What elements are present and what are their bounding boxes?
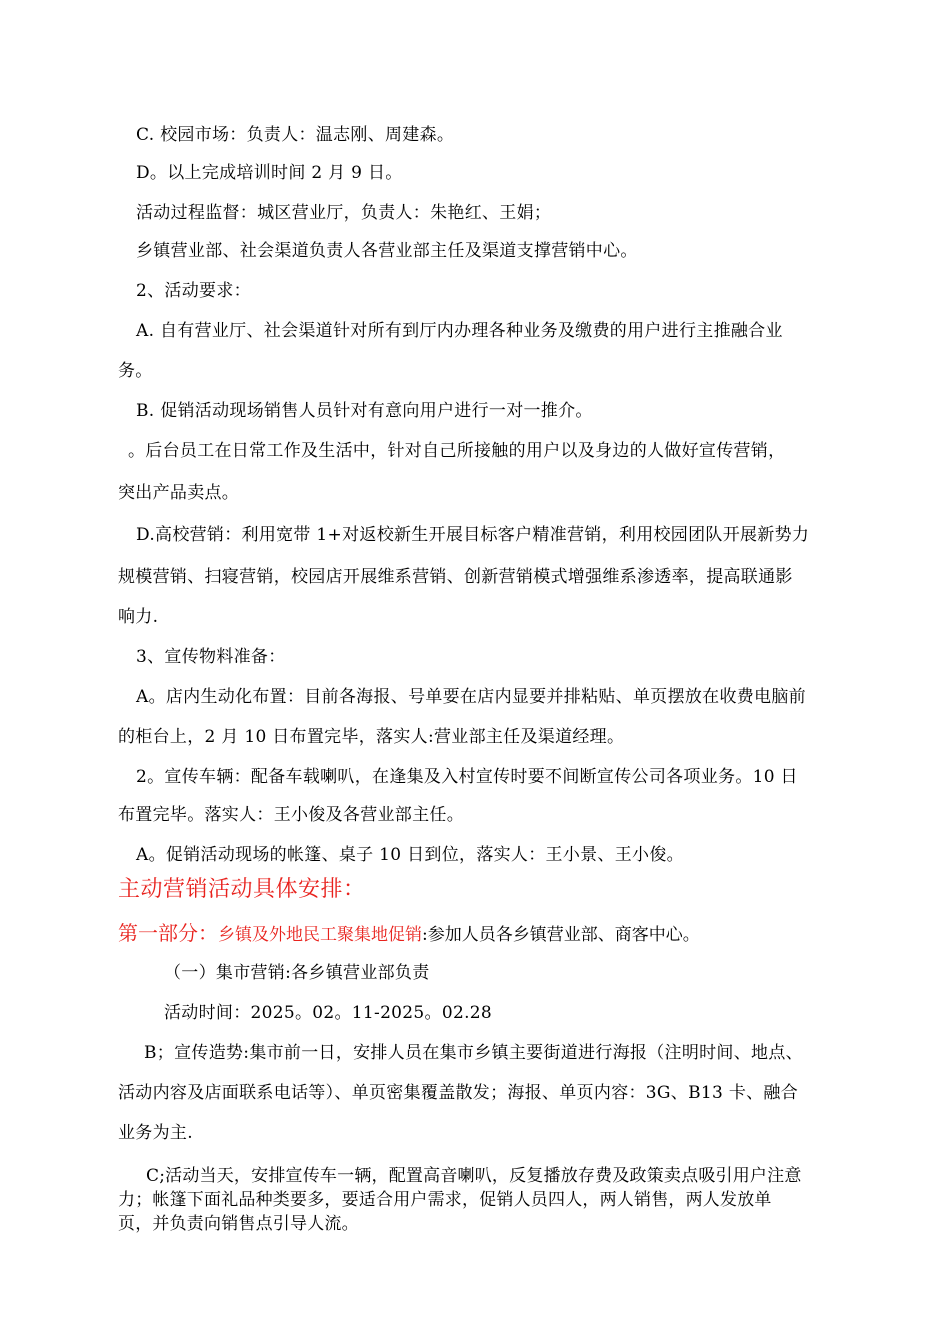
- section-heading: 主动营销活动具体安排：: [118, 877, 366, 902]
- part-label: 第一部分：: [118, 921, 218, 945]
- part-heading: [118, 920, 700, 948]
- text-line: A. 自有营业厅、社会渠道针对所有到厅内办理各种业务及缴费的用户进行主推融合业: [136, 321, 783, 341]
- text-line: 活动内容及店面联系电话等）、单页密集覆盖散发；海报、单页内容：3G、B13 卡、融合: [118, 1083, 799, 1103]
- text-line: 3、宣传物料准备：: [136, 647, 286, 667]
- text-line: 响力.: [118, 607, 159, 627]
- part-participants: :参加人员各乡镇营业部、商客中心。: [422, 925, 700, 945]
- text-line: 活动过程监督：城区营业厅，负责人：朱艳红、王娟；: [136, 203, 552, 223]
- text-line: 业务为主.: [118, 1123, 193, 1143]
- text-line: 页，并负责向销售点引导人流。: [118, 1214, 359, 1234]
- text-line: 布置完毕。落实人：王小俊及各营业部主任。: [118, 805, 464, 825]
- text-line: 的柜台上，2 月 10 日布置完毕，落实人:营业部主任及渠道经理。: [118, 727, 625, 747]
- text-line: C. 校园市场：负责人：温志刚、周建森。: [136, 125, 455, 145]
- text-line: 突出产品卖点。: [118, 483, 240, 503]
- text-line: 。后台员工在日常工作及生活中，针对自己所接触的用户以及身边的人做好宣传营销，: [128, 441, 786, 461]
- text-line: C;活动当天，安排宣传车一辆，配置高音喇叭，反复播放存费及政策卖点吸引用户注意: [146, 1166, 802, 1186]
- text-line: D。以上完成培训时间 2 月 9 日。: [136, 163, 403, 183]
- text-line: D.高校营销：利用宽带 1+对返校新生开展目标客户精准营销，利用校园团队开展新势力: [136, 525, 810, 545]
- text-line: A。店内生动化布置：目前各海报、号单要在店内显要并排粘贴、单页摆放在收费电脑前: [136, 687, 806, 707]
- text-line: 力；帐篷下面礼品种类要多，要适合用户需求，促销人员四人，两人销售，两人发放单: [118, 1190, 772, 1210]
- text-line: B；宣传造势:集市前一日，安排人员在集市乡镇主要街道进行海报（注明时间、地点、: [144, 1043, 803, 1063]
- part-topic: 乡镇及外地民工聚集地促销: [218, 925, 422, 945]
- text-line: 2。宣传车辆：配备车载喇叭，在逢集及入村宣传时要不间断宣传公司各项业务。10 日: [136, 767, 798, 787]
- text-line: 规模营销、扫寝营销，校园店开展维系营销、创新营销模式增强维系渗透率，提高联通影: [118, 567, 793, 587]
- text-line: 2、活动要求：: [136, 281, 251, 301]
- text-line: 务。: [118, 361, 153, 381]
- subsection-heading: （一）集市营销:各乡镇营业部负责: [164, 963, 430, 983]
- text-line: A。促销活动现场的帐篷、桌子 10 日到位，落实人：王小景、王小俊。: [136, 845, 684, 865]
- text-line: 乡镇营业部、社会渠道负责人各营业部主任及渠道支撑营销中心。: [136, 241, 638, 261]
- text-line: B. 促销活动现场销售人员针对有意向用户进行一对一推介。: [136, 401, 593, 421]
- text-line: 活动时间：2025。02。11-2025。02.28: [164, 1003, 493, 1023]
